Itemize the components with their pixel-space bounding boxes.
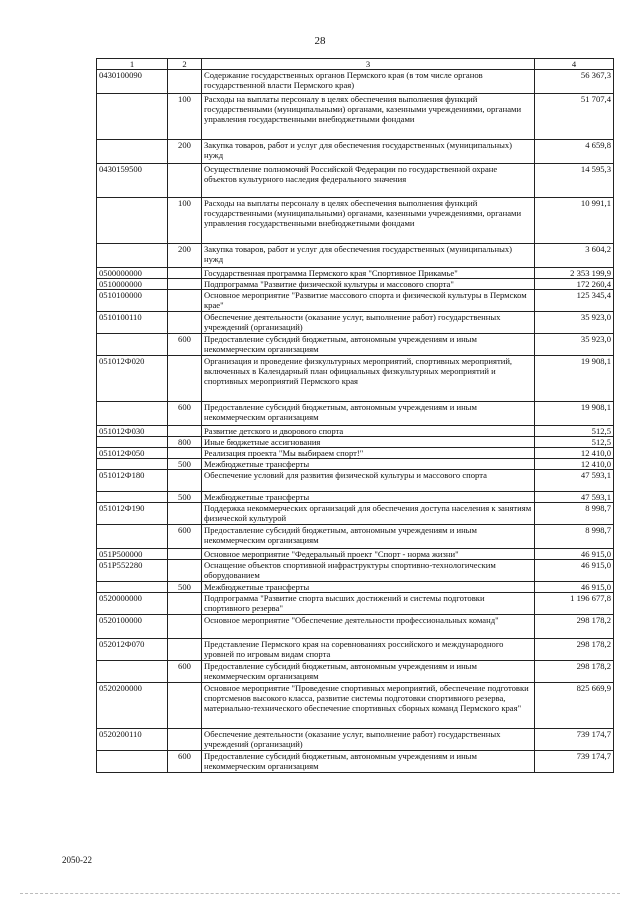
row-code-cell bbox=[97, 751, 168, 773]
row-code-cell: 0520000000 bbox=[97, 593, 168, 615]
row-description-cell: Реализация проекта "Мы выбираем спорт!" bbox=[202, 448, 535, 459]
row-code-cell bbox=[97, 334, 168, 356]
row-amount-cell: 298 178,2 bbox=[535, 639, 614, 661]
table-row bbox=[97, 426, 614, 437]
table-row bbox=[97, 525, 614, 549]
row-kind-cell bbox=[168, 448, 202, 459]
row-code-cell: 051012Ф190 bbox=[97, 503, 168, 525]
row-amount-cell: 46 915,0 bbox=[535, 560, 614, 582]
row-kind-cell: 800 bbox=[168, 437, 202, 448]
row-code-cell: 0520100000 bbox=[97, 615, 168, 639]
row-description-cell: Осуществление полномочий Российской Федерации по государственной охране объектов культурного наследия федерального значения bbox=[202, 164, 535, 198]
row-amount-cell: 47 593,1 bbox=[535, 492, 614, 503]
bottom-divider bbox=[20, 893, 620, 894]
row-amount-cell: 8 998,7 bbox=[535, 503, 614, 525]
row-code-cell: 0500000000 bbox=[97, 268, 168, 279]
row-description-cell: Основное мероприятие "Обеспечение деятельности профессиональных команд" bbox=[202, 615, 535, 639]
row-description-cell: Основное мероприятие "Федеральный проект "Спорт - норма жизни" bbox=[202, 549, 535, 560]
row-amount-cell: 298 178,2 bbox=[535, 615, 614, 639]
row-kind-cell bbox=[168, 70, 202, 94]
table-row bbox=[97, 470, 614, 492]
row-code-cell: 0430100090 bbox=[97, 70, 168, 94]
row-description-cell: Поддержка некоммерческих организаций для обеспечения доступа населения к занятиям физической культурой bbox=[202, 503, 535, 525]
table-row bbox=[97, 448, 614, 459]
row-amount-cell: 12 410,0 bbox=[535, 448, 614, 459]
table-header-row bbox=[97, 59, 614, 70]
row-code-cell bbox=[97, 661, 168, 683]
row-code-cell bbox=[97, 492, 168, 503]
row-kind-cell: 600 bbox=[168, 525, 202, 549]
row-description-cell: Подпрограмма "Развитие спорта высших достижений и системы подготовки спортивного резерва" bbox=[202, 593, 535, 615]
row-amount-cell: 2 353 199,9 bbox=[535, 268, 614, 279]
row-kind-cell bbox=[168, 503, 202, 525]
table-row bbox=[97, 70, 614, 94]
row-kind-cell: 500 bbox=[168, 582, 202, 593]
row-amount-cell: 19 908,1 bbox=[535, 402, 614, 426]
row-code-cell: 0510100110 bbox=[97, 312, 168, 334]
row-amount-cell: 4 659,8 bbox=[535, 140, 614, 164]
row-description-cell: Основное мероприятие "Развитие массового спорта и физической культуры в Пермском крае" bbox=[202, 290, 535, 312]
row-code-cell: 051P552280 bbox=[97, 560, 168, 582]
row-kind-cell: 600 bbox=[168, 402, 202, 426]
column-header-description: 3 bbox=[202, 59, 535, 70]
row-amount-cell: 739 174,7 bbox=[535, 729, 614, 751]
row-kind-cell bbox=[168, 560, 202, 582]
row-description-cell: Предоставление субсидий бюджетным, автономным учреждениям и иным некоммерческим организациям bbox=[202, 334, 535, 356]
row-description-cell: Расходы на выплаты персоналу в целях обеспечения выполнения функций государственными (муниципальными) органами, казенными учреждениями, органами управления государственными внебюджетными фондами bbox=[202, 198, 535, 244]
row-kind-cell: 100 bbox=[168, 94, 202, 140]
row-kind-cell bbox=[168, 426, 202, 437]
row-amount-cell: 125 345,4 bbox=[535, 290, 614, 312]
row-description-cell: Межбюджетные трансферты bbox=[202, 459, 535, 470]
table-row bbox=[97, 492, 614, 503]
budget-table bbox=[96, 58, 614, 773]
row-code-cell: 0510100000 bbox=[97, 290, 168, 312]
row-kind-cell bbox=[168, 639, 202, 661]
row-amount-cell: 512,5 bbox=[535, 426, 614, 437]
row-kind-cell bbox=[168, 683, 202, 729]
table-row bbox=[97, 582, 614, 593]
row-amount-cell: 46 915,0 bbox=[535, 582, 614, 593]
table-row bbox=[97, 593, 614, 615]
row-kind-cell bbox=[168, 549, 202, 560]
table-row bbox=[97, 244, 614, 268]
row-amount-cell: 35 923,0 bbox=[535, 312, 614, 334]
row-description-cell: Развитие детского и дворового спорта bbox=[202, 426, 535, 437]
row-kind-cell bbox=[168, 268, 202, 279]
row-description-cell: Иные бюджетные ассигнования bbox=[202, 437, 535, 448]
table-row bbox=[97, 683, 614, 729]
table-row bbox=[97, 312, 614, 334]
row-code-cell bbox=[97, 582, 168, 593]
row-amount-cell: 172 260,4 bbox=[535, 279, 614, 290]
row-code-cell: 0510000000 bbox=[97, 279, 168, 290]
table-row bbox=[97, 356, 614, 402]
row-amount-cell: 35 923,0 bbox=[535, 334, 614, 356]
row-amount-cell: 10 991,1 bbox=[535, 198, 614, 244]
row-description-cell: Предоставление субсидий бюджетным, автономным учреждениям и иным некоммерческим организациям bbox=[202, 661, 535, 683]
row-description-cell: Государственная программа Пермского края "Спортивное Прикамье" bbox=[202, 268, 535, 279]
row-description-cell: Содержание государственных органов Пермского края (в том числе органов государственной власти Пермского края) bbox=[202, 70, 535, 94]
table-row bbox=[97, 268, 614, 279]
table-row bbox=[97, 751, 614, 773]
row-amount-cell: 12 410,0 bbox=[535, 459, 614, 470]
row-amount-cell: 3 604,2 bbox=[535, 244, 614, 268]
row-kind-cell bbox=[168, 729, 202, 751]
table-row bbox=[97, 615, 614, 639]
row-description-cell: Предоставление субсидий бюджетным, автономным учреждениям и иным некоммерческим организациям bbox=[202, 751, 535, 773]
table-row bbox=[97, 639, 614, 661]
row-amount-cell: 51 707,4 bbox=[535, 94, 614, 140]
table-row bbox=[97, 140, 614, 164]
table-row bbox=[97, 198, 614, 244]
row-code-cell bbox=[97, 198, 168, 244]
row-kind-cell: 600 bbox=[168, 334, 202, 356]
column-header-code: 1 bbox=[97, 59, 168, 70]
row-code-cell: 051012Ф020 bbox=[97, 356, 168, 402]
row-code-cell: 0520200110 bbox=[97, 729, 168, 751]
row-description-cell: Оснащение объектов спортивной инфраструктуры спортивно-технологическим оборудованием bbox=[202, 560, 535, 582]
row-amount-cell: 739 174,7 bbox=[535, 751, 614, 773]
row-description-cell: Обеспечение деятельности (оказание услуг, выполнение работ) государственных учреждений (организаций) bbox=[202, 729, 535, 751]
table-row bbox=[97, 437, 614, 448]
row-description-cell: Подпрограмма "Развитие физической культуры и массового спорта" bbox=[202, 279, 535, 290]
row-code-cell: 051012Ф050 bbox=[97, 448, 168, 459]
row-description-cell: Закупка товаров, работ и услуг для обеспечения государственных (муниципальных) нужд bbox=[202, 244, 535, 268]
row-kind-cell bbox=[168, 312, 202, 334]
row-kind-cell: 500 bbox=[168, 459, 202, 470]
row-code-cell bbox=[97, 94, 168, 140]
table-row bbox=[97, 503, 614, 525]
row-kind-cell bbox=[168, 290, 202, 312]
table-row bbox=[97, 459, 614, 470]
row-code-cell: 0430159500 bbox=[97, 164, 168, 198]
row-description-cell: Обеспечение деятельности (оказание услуг, выполнение работ) государственных учреждений (организаций) bbox=[202, 312, 535, 334]
row-code-cell bbox=[97, 437, 168, 448]
row-amount-cell: 512,5 bbox=[535, 437, 614, 448]
row-kind-cell: 500 bbox=[168, 492, 202, 503]
row-description-cell: Обеспечение условий для развития физической культуры и массового спорта bbox=[202, 470, 535, 492]
row-description-cell: Предоставление субсидий бюджетным, автономным учреждениям и иным некоммерческим организациям bbox=[202, 525, 535, 549]
table-row bbox=[97, 729, 614, 751]
row-amount-cell: 19 908,1 bbox=[535, 356, 614, 402]
table-row bbox=[97, 560, 614, 582]
table-body bbox=[97, 70, 614, 773]
row-code-cell bbox=[97, 459, 168, 470]
row-kind-cell bbox=[168, 615, 202, 639]
row-description-cell: Основное мероприятие "Проведение спортивных мероприятий, обеспечение подготовки спортсменов высокого класса, развитие системы подготовки спортивного резерва, материально-технического обеспечение спортивных сборных команд Пермского края" bbox=[202, 683, 535, 729]
row-description-cell: Предоставление субсидий бюджетным, автономным учреждениям и иным некоммерческим организациям bbox=[202, 402, 535, 426]
table-row bbox=[97, 549, 614, 560]
row-kind-cell: 100 bbox=[168, 198, 202, 244]
row-code-cell: 051012Ф180 bbox=[97, 470, 168, 492]
row-amount-cell: 47 593,1 bbox=[535, 470, 614, 492]
row-code-cell bbox=[97, 140, 168, 164]
row-code-cell: 052012Ф070 bbox=[97, 639, 168, 661]
column-header-amount: 4 bbox=[535, 59, 614, 70]
row-code-cell: 0520200000 bbox=[97, 683, 168, 729]
row-amount-cell: 825 669,9 bbox=[535, 683, 614, 729]
row-kind-cell: 600 bbox=[168, 751, 202, 773]
row-code-cell bbox=[97, 525, 168, 549]
row-description-cell: Расходы на выплаты персоналу в целях обеспечения выполнения функций государственными (муниципальными) органами, казенными учреждениями, органами управления государственными внебюджетными фондами bbox=[202, 94, 535, 140]
table-row bbox=[97, 279, 614, 290]
row-description-cell: Организация и проведение физкультурных мероприятий, спортивных мероприятий, включенных в Календарный план официальных физкультурных мероприятий и спортивных мероприятий Пермского края bbox=[202, 356, 535, 402]
row-kind-cell bbox=[168, 164, 202, 198]
row-code-cell bbox=[97, 402, 168, 426]
row-kind-cell: 200 bbox=[168, 140, 202, 164]
row-amount-cell: 56 367,3 bbox=[535, 70, 614, 94]
row-kind-cell bbox=[168, 279, 202, 290]
row-code-cell: 051012Ф030 bbox=[97, 426, 168, 437]
table-row bbox=[97, 334, 614, 356]
table-row bbox=[97, 94, 614, 140]
column-header-kind: 2 bbox=[168, 59, 202, 70]
page-number: 28 bbox=[314, 35, 326, 47]
row-code-cell: 051P500000 bbox=[97, 549, 168, 560]
row-kind-cell: 200 bbox=[168, 244, 202, 268]
table-row bbox=[97, 661, 614, 683]
row-description-cell: Представление Пермского края на соревнованиях российского и международного уровней по игровым видам спорта bbox=[202, 639, 535, 661]
row-amount-cell: 8 998,7 bbox=[535, 525, 614, 549]
row-description-cell: Межбюджетные трансферты bbox=[202, 492, 535, 503]
row-amount-cell: 46 915,0 bbox=[535, 549, 614, 560]
row-kind-cell bbox=[168, 356, 202, 402]
table-row bbox=[97, 402, 614, 426]
row-description-cell: Межбюджетные трансферты bbox=[202, 582, 535, 593]
row-amount-cell: 1 196 677,8 bbox=[535, 593, 614, 615]
row-kind-cell: 600 bbox=[168, 661, 202, 683]
footer-code: 2050-22 bbox=[62, 855, 92, 865]
row-kind-cell bbox=[168, 470, 202, 492]
row-amount-cell: 298 178,2 bbox=[535, 661, 614, 683]
row-description-cell: Закупка товаров, работ и услуг для обеспечения государственных (муниципальных) нужд bbox=[202, 140, 535, 164]
table-row bbox=[97, 164, 614, 198]
row-amount-cell: 14 595,3 bbox=[535, 164, 614, 198]
row-code-cell bbox=[97, 244, 168, 268]
row-kind-cell bbox=[168, 593, 202, 615]
table-row bbox=[97, 290, 614, 312]
